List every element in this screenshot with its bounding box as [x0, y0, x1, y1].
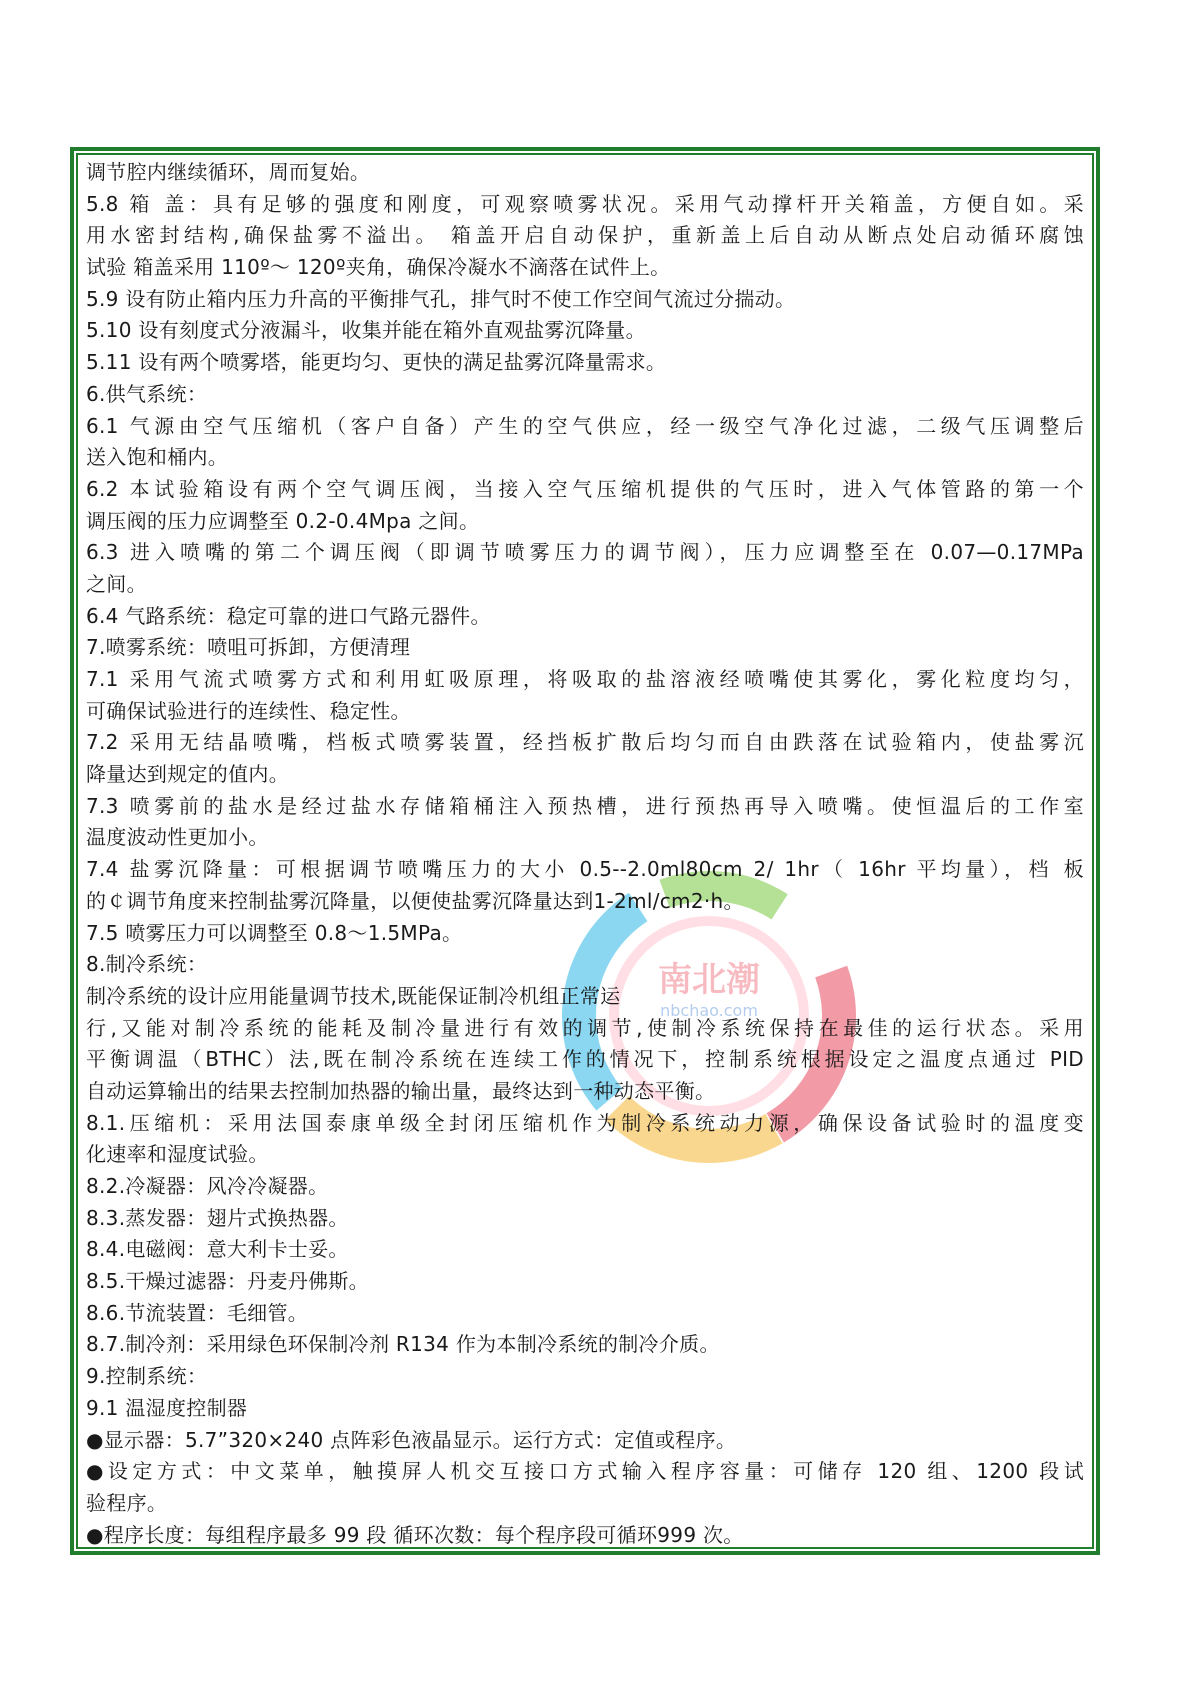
text-line: 8.1.压缩机：采用法国泰康单级全封闭压缩机作为制冷系统动力源，确保设备试验时的温度变 [86, 1110, 1084, 1135]
text-line: 的￠调节角度来控制盐雾沉降量，以便使盐雾沉降量达到1-2ml/cm2·h。 [86, 888, 744, 913]
section-heading: 9.控制系统： [86, 1364, 208, 1389]
text-line: 6.2 本试验箱设有两个空气调压阀，当接入空气压缩机提供的气压时，进入气体管路的第一个 [86, 476, 1084, 501]
text-line: 8.3.蒸发器：翅片式换热器。 [86, 1205, 349, 1230]
text-line: 用水密封结构,确保盐雾不溢出。 箱盖开启自动保护，重新盖上后自动从断点处启动循环腐蚀 [86, 223, 1084, 248]
text-line: 自动运算输出的结果去控制加热器的输出量，最终达到一种动态平衡。 [86, 1078, 716, 1103]
section-heading: 7.喷雾系统：喷咀可拆卸，方便清理 [86, 635, 411, 660]
text-line: 之间。 [86, 571, 147, 596]
document-frame [70, 147, 1100, 1555]
text-line: 制冷系统的设计应用能量调节技术,既能保证制冷机组正常运 [86, 983, 621, 1008]
text-line: 平衡调温（BTHC）法,既在制冷系统在连续工作的情况下，控制系统根据设定之温度点通过 PID [86, 1047, 1084, 1072]
text-line: 6.4 气路系统：稳定可靠的进口气路元器件。 [86, 603, 491, 628]
text-line: 温度波动性更加小。 [86, 825, 269, 850]
text-line: 6.1 气源由空气压缩机（客户自备）产生的空气供应，经一级空气净化过滤，二级气压调整后 [86, 413, 1084, 438]
document-body [86, 157, 1084, 1551]
text-line: 6.3 进入喷嘴的第二个调压阀（即调节喷雾压力的调节阀），压力应调整至在 0.07—0.17MPa [86, 540, 1084, 565]
text-line: 7.2 采用无结晶喷嘴，档板式喷雾装置，经挡板扩散后均匀而自由跌落在试验箱内，使盐雾沉 [86, 730, 1084, 755]
text-line: 验程序。 [86, 1490, 168, 1515]
text-line: 调节腔内继续循环，周而复始。 [86, 160, 371, 184]
text-line: 8.5.干燥过滤器：丹麦丹佛斯。 [86, 1269, 369, 1294]
bullet-item: ●显示器：5.7”320×240 点阵彩色液晶显示。运行方式：定值或程序。 [86, 1427, 737, 1452]
text-line: 5.10 设有刻度式分液漏斗，收集并能在箱外直观盐雾沉降量。 [86, 318, 646, 343]
text-line: 试验 箱盖采用 110º～ 120º夹角，确保冷凝水不滴落在试件上。 [86, 255, 671, 280]
text-line: 送入饱和桶内。 [86, 445, 229, 470]
watermark-brand: 南北潮 [658, 960, 760, 1000]
bullet-item: ●程序长度：每组程序最多 99 段 循环次数：每个程序段可循环999 次。 [86, 1522, 744, 1547]
text-line: 5.11 设有两个喷雾塔，能更均匀、更快的满足盐雾沉降量需求。 [86, 350, 667, 375]
text-line: 化速率和湿度试验。 [86, 1142, 269, 1167]
text-line: 调压阀的压力应调整至 0.2-0.4Mpa 之间。 [86, 508, 480, 533]
text-line: 8.4.电磁阀：意大利卡士妥。 [86, 1237, 349, 1262]
text-line: 降量达到规定的值内。 [86, 762, 289, 787]
text-line: 8.6.节流装置：毛细管。 [86, 1300, 309, 1325]
text-line: 9.1 温湿度控制器 [86, 1395, 248, 1420]
text-line: 7.3 喷雾前的盐水是经过盐水存储箱桶注入预热槽，进行预热再导入喷嘴。使恒温后的工作室 [86, 793, 1084, 818]
watermark-domain: nbchao.com [660, 1001, 758, 1020]
text-line: 7.4 盐雾沉降量：可根据调节喷嘴压力的大小 0.5--2.0ml80cm 2/ 1hr（ 16hr 平均量），档 板 [86, 857, 1084, 882]
text-line: 8.7.制冷剂：采用绿色环保制冷剂 R134 作为本制冷系统的制冷介质。 [86, 1332, 720, 1357]
text-line: 5.8 箱 盖：具有足够的强度和刚度，可观察喷雾状况。采用气动撑杆开关箱盖，方便自如。采 [86, 191, 1084, 216]
section-heading: 6.供气系统： [86, 381, 208, 406]
section-heading: 8.制冷系统： [86, 952, 208, 977]
text-line: 行,又能对制冷系统的能耗及制冷量进行有效的调节,使制冷系统保持在最佳的运行状态。采用 [86, 1015, 1084, 1040]
text-line: 可确保试验进行的连续性、稳定性。 [86, 698, 411, 723]
text-line: 8.2.冷凝器：风冷冷凝器。 [86, 1174, 329, 1198]
text-line: 7.1 采用气流式喷雾方式和利用虹吸原理，将吸取的盐溶液经喷嘴使其雾化，雾化粒度均匀， [86, 667, 1084, 691]
text-line: 7.5 喷雾压力可以调整至 0.8～1.5MPa。 [86, 920, 463, 945]
bullet-item: ●设定方式：中文菜单，触摸屏人机交互接口方式输入程序容量：可储存 120 组、1200 段试 [86, 1459, 1084, 1484]
text-line: 5.9 设有防止箱内压力升高的平衡排气孔，排气时不使工作空间气流过分揣动。 [86, 286, 796, 311]
